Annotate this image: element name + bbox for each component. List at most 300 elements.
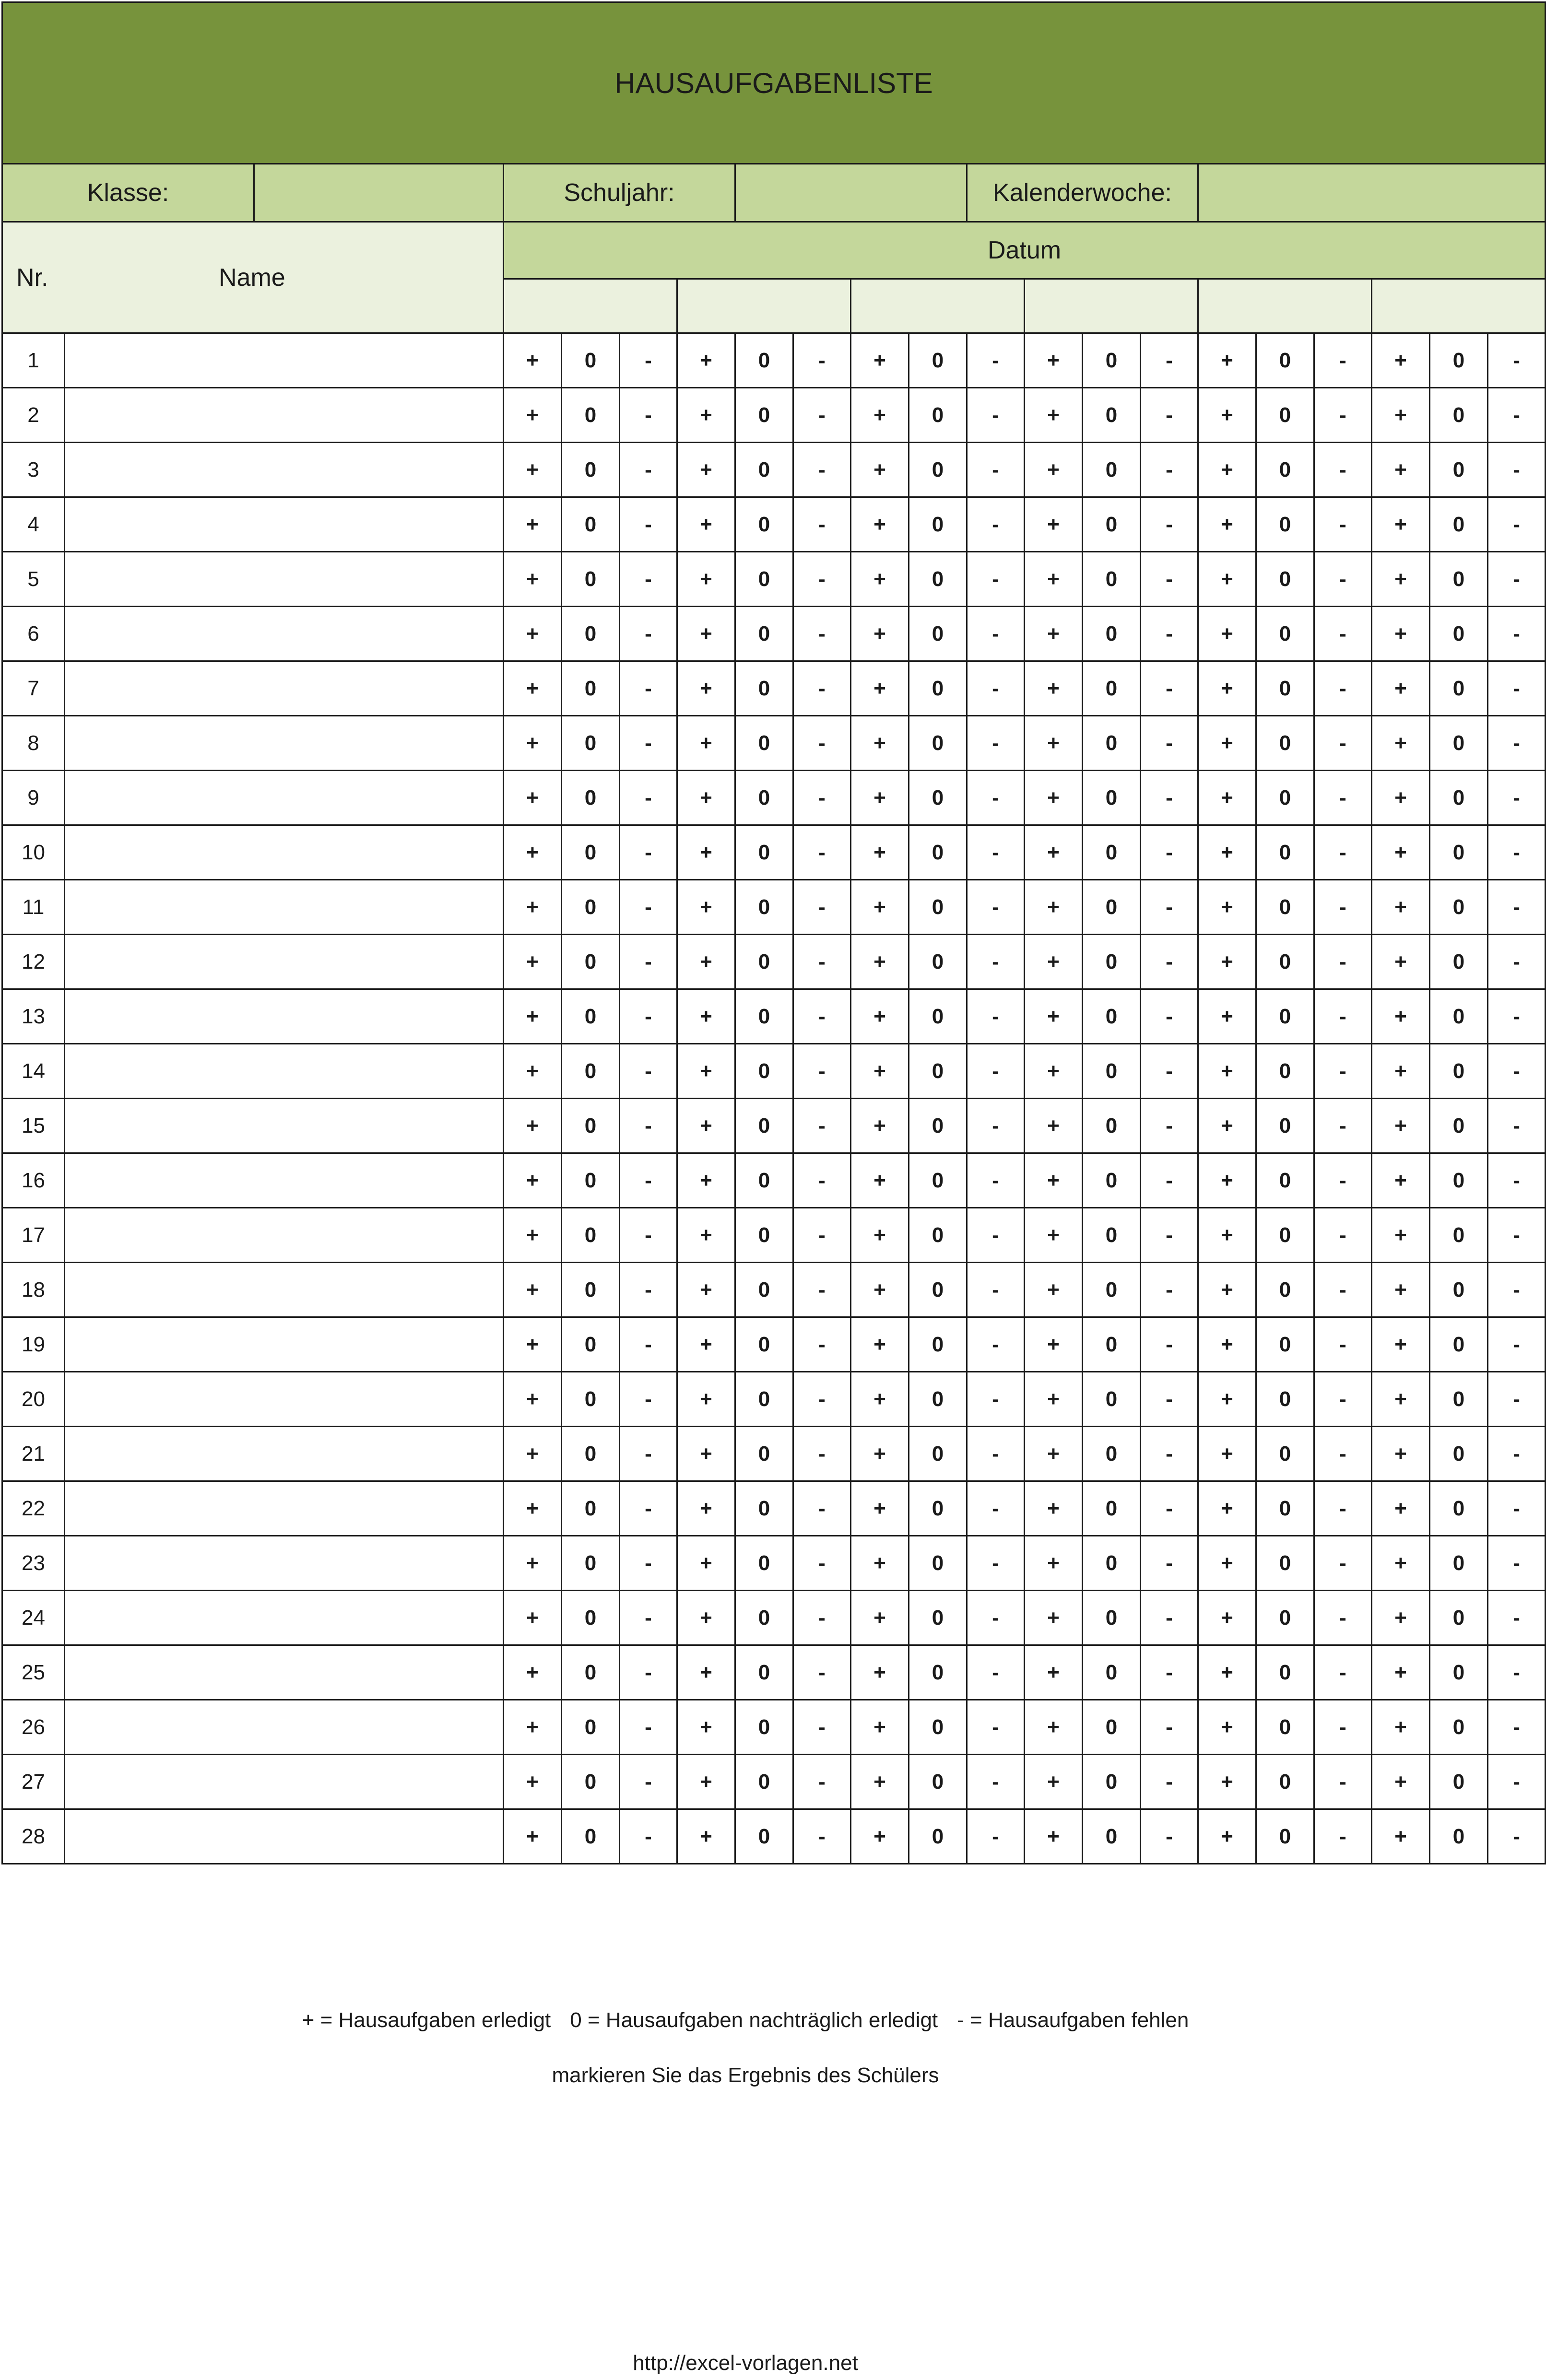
mark-option[interactable]: + (677, 989, 735, 1044)
student-name-field[interactable] (65, 1317, 504, 1372)
mark-option[interactable]: 0 (1256, 825, 1314, 880)
mark-option[interactable]: 0 (1083, 1372, 1141, 1427)
mark-option[interactable]: 0 (735, 497, 793, 552)
schuljahr-field[interactable] (735, 164, 967, 222)
mark-option[interactable]: 0 (909, 716, 967, 771)
mark-option[interactable]: + (504, 989, 562, 1044)
mark-option[interactable]: - (1314, 1372, 1372, 1427)
mark-option[interactable]: + (1198, 497, 1256, 552)
mark-option[interactable]: - (967, 1645, 1025, 1700)
mark-option[interactable]: 0 (735, 825, 793, 880)
mark-option[interactable]: - (967, 388, 1025, 443)
student-name-field[interactable] (65, 1481, 504, 1536)
mark-option[interactable]: + (1372, 388, 1430, 443)
mark-option[interactable]: 0 (1256, 333, 1314, 388)
mark-option[interactable]: - (1488, 880, 1546, 935)
mark-option[interactable]: 0 (735, 1153, 793, 1208)
mark-option[interactable]: - (793, 1427, 851, 1481)
mark-option[interactable]: - (1314, 1099, 1372, 1153)
mark-option[interactable]: + (1025, 1700, 1083, 1755)
student-name-field[interactable] (65, 443, 504, 497)
mark-option[interactable]: + (1198, 935, 1256, 989)
mark-option[interactable]: + (851, 1809, 909, 1864)
mark-option[interactable]: 0 (1083, 716, 1141, 771)
mark-option[interactable]: + (677, 388, 735, 443)
mark-option[interactable]: + (1025, 1099, 1083, 1153)
student-name-field[interactable] (65, 1755, 504, 1809)
mark-option[interactable]: 0 (1430, 1099, 1488, 1153)
mark-option[interactable]: - (1314, 716, 1372, 771)
mark-option[interactable]: - (1488, 1755, 1546, 1809)
mark-option[interactable]: 0 (1430, 880, 1488, 935)
mark-option[interactable]: + (1372, 1645, 1430, 1700)
mark-option[interactable]: + (1025, 552, 1083, 607)
mark-option[interactable]: + (1198, 825, 1256, 880)
mark-option[interactable]: - (967, 716, 1025, 771)
mark-option[interactable]: 0 (1256, 935, 1314, 989)
mark-option[interactable]: - (1314, 825, 1372, 880)
mark-option[interactable]: - (967, 1427, 1025, 1481)
mark-option[interactable]: 0 (562, 989, 620, 1044)
mark-option[interactable]: + (1198, 388, 1256, 443)
mark-option[interactable]: 0 (735, 388, 793, 443)
mark-option[interactable]: + (851, 497, 909, 552)
mark-option[interactable]: + (851, 1536, 909, 1591)
student-name-field[interactable] (65, 771, 504, 825)
mark-option[interactable]: 0 (909, 497, 967, 552)
mark-option[interactable]: + (677, 1153, 735, 1208)
mark-option[interactable]: 0 (1430, 333, 1488, 388)
mark-option[interactable]: - (1488, 1481, 1546, 1536)
mark-option[interactable]: - (793, 1591, 851, 1645)
mark-option[interactable]: - (1488, 443, 1546, 497)
student-name-field[interactable] (65, 661, 504, 716)
mark-option[interactable]: 0 (1256, 1645, 1314, 1700)
mark-option[interactable]: + (677, 1208, 735, 1263)
mark-option[interactable]: + (1198, 1591, 1256, 1645)
mark-option[interactable]: + (677, 497, 735, 552)
mark-option[interactable]: - (620, 1427, 677, 1481)
mark-option[interactable]: - (967, 1044, 1025, 1099)
mark-option[interactable]: - (620, 661, 677, 716)
mark-option[interactable]: 0 (1083, 825, 1141, 880)
mark-option[interactable]: 0 (909, 935, 967, 989)
mark-option[interactable]: + (504, 1645, 562, 1700)
student-name-field[interactable] (65, 1427, 504, 1481)
mark-option[interactable]: 0 (1430, 1591, 1488, 1645)
mark-option[interactable]: - (1314, 552, 1372, 607)
mark-option[interactable]: + (851, 1481, 909, 1536)
mark-option[interactable]: - (620, 1153, 677, 1208)
mark-option[interactable]: 0 (735, 880, 793, 935)
mark-option[interactable]: 0 (1430, 1372, 1488, 1427)
mark-option[interactable]: - (1488, 989, 1546, 1044)
mark-option[interactable]: 0 (735, 935, 793, 989)
mark-option[interactable]: + (677, 1372, 735, 1427)
mark-option[interactable]: + (1198, 1645, 1256, 1700)
mark-option[interactable]: 0 (1430, 1809, 1488, 1864)
mark-option[interactable]: 0 (1430, 989, 1488, 1044)
date-field[interactable] (504, 279, 677, 333)
mark-option[interactable]: + (1372, 1044, 1430, 1099)
mark-option[interactable]: - (620, 1809, 677, 1864)
mark-option[interactable]: + (1025, 333, 1083, 388)
mark-option[interactable]: 0 (1256, 661, 1314, 716)
mark-option[interactable]: 0 (562, 552, 620, 607)
mark-option[interactable]: + (1372, 989, 1430, 1044)
mark-option[interactable]: + (677, 880, 735, 935)
mark-option[interactable]: + (851, 1263, 909, 1317)
mark-option[interactable]: 0 (1256, 1317, 1314, 1372)
mark-option[interactable]: - (1141, 989, 1198, 1044)
mark-option[interactable]: + (851, 935, 909, 989)
mark-option[interactable]: - (1314, 1645, 1372, 1700)
mark-option[interactable]: - (1314, 1591, 1372, 1645)
mark-option[interactable]: 0 (735, 1645, 793, 1700)
mark-option[interactable]: 0 (909, 1427, 967, 1481)
mark-option[interactable]: - (793, 1099, 851, 1153)
mark-option[interactable]: 0 (909, 1481, 967, 1536)
mark-option[interactable]: - (1488, 661, 1546, 716)
mark-option[interactable]: + (677, 1044, 735, 1099)
mark-option[interactable]: - (1141, 880, 1198, 935)
mark-option[interactable]: + (1198, 989, 1256, 1044)
date-field[interactable] (1198, 279, 1372, 333)
student-name-field[interactable] (65, 1099, 504, 1153)
mark-option[interactable]: 0 (735, 552, 793, 607)
mark-option[interactable]: + (504, 825, 562, 880)
mark-option[interactable]: - (620, 1263, 677, 1317)
mark-option[interactable]: - (967, 1208, 1025, 1263)
mark-option[interactable]: + (1198, 1427, 1256, 1481)
mark-option[interactable]: - (620, 1645, 677, 1700)
mark-option[interactable]: - (1314, 935, 1372, 989)
mark-option[interactable]: + (1372, 880, 1430, 935)
mark-option[interactable]: - (793, 497, 851, 552)
mark-option[interactable]: 0 (562, 935, 620, 989)
mark-option[interactable]: 0 (909, 825, 967, 880)
mark-option[interactable]: 0 (1083, 1099, 1141, 1153)
mark-option[interactable]: - (793, 443, 851, 497)
student-name-field[interactable] (65, 333, 504, 388)
mark-option[interactable]: + (1025, 1481, 1083, 1536)
mark-option[interactable]: - (620, 1317, 677, 1372)
mark-option[interactable]: + (1198, 1317, 1256, 1372)
mark-option[interactable]: 0 (1083, 497, 1141, 552)
mark-option[interactable]: - (793, 1481, 851, 1536)
mark-option[interactable]: - (1314, 1044, 1372, 1099)
mark-option[interactable]: + (1198, 1263, 1256, 1317)
mark-option[interactable]: 0 (735, 333, 793, 388)
mark-option[interactable]: - (620, 388, 677, 443)
mark-option[interactable]: 0 (562, 1645, 620, 1700)
mark-option[interactable]: - (793, 989, 851, 1044)
student-name-field[interactable] (65, 825, 504, 880)
mark-option[interactable]: - (1314, 880, 1372, 935)
mark-option[interactable]: - (1314, 1481, 1372, 1536)
mark-option[interactable]: 0 (1083, 661, 1141, 716)
mark-option[interactable]: 0 (562, 388, 620, 443)
mark-option[interactable]: - (967, 552, 1025, 607)
mark-option[interactable]: + (1372, 1481, 1430, 1536)
mark-option[interactable]: 0 (1256, 1700, 1314, 1755)
mark-option[interactable]: - (1314, 989, 1372, 1044)
mark-option[interactable]: 0 (1256, 1372, 1314, 1427)
mark-option[interactable]: + (1025, 825, 1083, 880)
mark-option[interactable]: + (1198, 716, 1256, 771)
mark-option[interactable]: - (1488, 1645, 1546, 1700)
mark-option[interactable]: 0 (909, 1263, 967, 1317)
mark-option[interactable]: 0 (562, 1263, 620, 1317)
mark-option[interactable]: 0 (1083, 552, 1141, 607)
mark-option[interactable]: - (620, 552, 677, 607)
mark-option[interactable]: + (1372, 935, 1430, 989)
mark-option[interactable]: + (1372, 443, 1430, 497)
mark-option[interactable]: 0 (909, 989, 967, 1044)
mark-option[interactable]: 0 (1430, 825, 1488, 880)
mark-option[interactable]: - (793, 880, 851, 935)
mark-option[interactable]: 0 (1430, 1208, 1488, 1263)
mark-option[interactable]: - (1141, 1317, 1198, 1372)
mark-option[interactable]: 0 (1256, 989, 1314, 1044)
mark-option[interactable]: + (677, 552, 735, 607)
mark-option[interactable]: 0 (735, 1536, 793, 1591)
mark-option[interactable]: + (504, 1263, 562, 1317)
mark-option[interactable]: 0 (735, 1317, 793, 1372)
mark-option[interactable]: - (967, 935, 1025, 989)
mark-option[interactable]: - (793, 388, 851, 443)
mark-option[interactable]: + (851, 388, 909, 443)
mark-option[interactable]: - (1488, 1317, 1546, 1372)
mark-option[interactable]: 0 (1256, 1536, 1314, 1591)
mark-option[interactable]: 0 (1083, 935, 1141, 989)
mark-option[interactable]: - (1314, 1427, 1372, 1481)
mark-option[interactable]: - (1314, 388, 1372, 443)
mark-option[interactable]: 0 (1430, 607, 1488, 661)
mark-option[interactable]: - (793, 716, 851, 771)
mark-option[interactable]: 0 (1430, 1263, 1488, 1317)
mark-option[interactable]: 0 (562, 1208, 620, 1263)
mark-option[interactable]: + (851, 1645, 909, 1700)
student-name-field[interactable] (65, 1700, 504, 1755)
mark-option[interactable]: - (1488, 1809, 1546, 1864)
mark-option[interactable]: - (967, 1263, 1025, 1317)
mark-option[interactable]: + (1025, 1536, 1083, 1591)
mark-option[interactable]: + (1198, 880, 1256, 935)
mark-option[interactable]: + (851, 880, 909, 935)
mark-option[interactable]: - (793, 1645, 851, 1700)
mark-option[interactable]: 0 (1083, 607, 1141, 661)
mark-option[interactable]: 0 (735, 1755, 793, 1809)
mark-option[interactable]: + (504, 1153, 562, 1208)
student-name-field[interactable] (65, 1044, 504, 1099)
mark-option[interactable]: - (1141, 1536, 1198, 1591)
mark-option[interactable]: + (504, 1372, 562, 1427)
mark-option[interactable]: + (504, 1317, 562, 1372)
student-name-field[interactable] (65, 607, 504, 661)
mark-option[interactable]: - (1314, 607, 1372, 661)
mark-option[interactable]: 0 (1083, 1481, 1141, 1536)
mark-option[interactable]: 0 (562, 443, 620, 497)
mark-option[interactable]: + (1372, 1372, 1430, 1427)
date-field[interactable] (1025, 279, 1198, 333)
mark-option[interactable]: - (967, 1317, 1025, 1372)
mark-option[interactable]: + (677, 716, 735, 771)
mark-option[interactable]: - (1141, 607, 1198, 661)
mark-option[interactable]: + (851, 443, 909, 497)
student-name-field[interactable] (65, 716, 504, 771)
mark-option[interactable]: - (1141, 1427, 1198, 1481)
mark-option[interactable]: - (967, 333, 1025, 388)
mark-option[interactable]: - (1488, 333, 1546, 388)
mark-option[interactable]: 0 (562, 1700, 620, 1755)
mark-option[interactable]: 0 (1430, 1427, 1488, 1481)
mark-option[interactable]: 0 (909, 1591, 967, 1645)
mark-option[interactable]: + (1372, 1099, 1430, 1153)
mark-option[interactable]: 0 (909, 1809, 967, 1864)
mark-option[interactable]: + (1025, 661, 1083, 716)
mark-option[interactable]: + (504, 716, 562, 771)
mark-option[interactable]: - (1488, 1591, 1546, 1645)
mark-option[interactable]: + (504, 607, 562, 661)
mark-option[interactable]: 0 (1256, 880, 1314, 935)
mark-option[interactable]: + (1372, 1208, 1430, 1263)
mark-option[interactable]: - (620, 333, 677, 388)
mark-option[interactable]: - (1314, 661, 1372, 716)
mark-option[interactable]: 0 (909, 771, 967, 825)
mark-option[interactable]: - (620, 1481, 677, 1536)
mark-option[interactable]: 0 (735, 771, 793, 825)
mark-option[interactable]: 0 (1256, 716, 1314, 771)
mark-option[interactable]: + (504, 935, 562, 989)
mark-option[interactable]: - (967, 880, 1025, 935)
mark-option[interactable]: + (1025, 1591, 1083, 1645)
mark-option[interactable]: 0 (735, 1591, 793, 1645)
mark-option[interactable]: - (1141, 552, 1198, 607)
mark-option[interactable]: 0 (735, 1099, 793, 1153)
mark-option[interactable]: - (793, 1317, 851, 1372)
mark-option[interactable]: - (1488, 388, 1546, 443)
mark-option[interactable]: 0 (1083, 1427, 1141, 1481)
mark-option[interactable]: - (1141, 1263, 1198, 1317)
mark-option[interactable]: + (1025, 1427, 1083, 1481)
mark-option[interactable]: - (1141, 333, 1198, 388)
mark-option[interactable]: 0 (1256, 1755, 1314, 1809)
mark-option[interactable]: - (1141, 1481, 1198, 1536)
mark-option[interactable]: 0 (1430, 443, 1488, 497)
mark-option[interactable]: - (793, 333, 851, 388)
mark-option[interactable]: + (1198, 1481, 1256, 1536)
mark-option[interactable]: 0 (909, 552, 967, 607)
mark-option[interactable]: + (1025, 497, 1083, 552)
mark-option[interactable]: + (1372, 497, 1430, 552)
mark-option[interactable]: - (1141, 1044, 1198, 1099)
mark-option[interactable]: + (504, 552, 562, 607)
mark-option[interactable]: + (1025, 989, 1083, 1044)
mark-option[interactable]: + (677, 607, 735, 661)
mark-option[interactable]: - (1141, 935, 1198, 989)
mark-option[interactable]: 0 (562, 607, 620, 661)
mark-option[interactable]: + (504, 1809, 562, 1864)
mark-option[interactable]: - (1141, 1099, 1198, 1153)
mark-option[interactable]: + (851, 716, 909, 771)
mark-option[interactable]: 0 (1083, 1809, 1141, 1864)
mark-option[interactable]: 0 (562, 497, 620, 552)
mark-option[interactable]: - (1141, 1645, 1198, 1700)
mark-option[interactable]: - (967, 1153, 1025, 1208)
mark-option[interactable]: - (1314, 333, 1372, 388)
mark-option[interactable]: + (1198, 607, 1256, 661)
student-name-field[interactable] (65, 1536, 504, 1591)
mark-option[interactable]: + (851, 1317, 909, 1372)
student-name-field[interactable] (65, 1809, 504, 1864)
mark-option[interactable]: + (851, 989, 909, 1044)
mark-option[interactable]: + (1025, 1153, 1083, 1208)
mark-option[interactable]: + (1025, 1372, 1083, 1427)
mark-option[interactable]: - (1488, 607, 1546, 661)
mark-option[interactable]: - (620, 1099, 677, 1153)
mark-option[interactable]: - (1488, 1208, 1546, 1263)
mark-option[interactable]: + (677, 1809, 735, 1864)
mark-option[interactable]: + (1372, 1591, 1430, 1645)
mark-option[interactable]: + (677, 935, 735, 989)
mark-option[interactable]: - (1141, 1755, 1198, 1809)
mark-option[interactable]: - (967, 1755, 1025, 1809)
mark-option[interactable]: 0 (1083, 1208, 1141, 1263)
mark-option[interactable]: 0 (909, 388, 967, 443)
mark-option[interactable]: 0 (735, 989, 793, 1044)
mark-option[interactable]: + (1198, 1208, 1256, 1263)
mark-option[interactable]: - (967, 989, 1025, 1044)
mark-option[interactable]: + (1025, 1044, 1083, 1099)
mark-option[interactable]: 0 (1256, 388, 1314, 443)
student-name-field[interactable] (65, 880, 504, 935)
mark-option[interactable]: + (1025, 1755, 1083, 1809)
mark-option[interactable]: - (620, 1044, 677, 1099)
mark-option[interactable]: 0 (562, 661, 620, 716)
mark-option[interactable]: 0 (735, 1263, 793, 1317)
mark-option[interactable]: 0 (1083, 1536, 1141, 1591)
student-name-field[interactable] (65, 388, 504, 443)
mark-option[interactable]: + (1372, 607, 1430, 661)
mark-option[interactable]: 0 (909, 1099, 967, 1153)
mark-option[interactable]: 0 (1083, 1044, 1141, 1099)
mark-option[interactable]: - (1141, 1809, 1198, 1864)
mark-option[interactable]: - (1141, 443, 1198, 497)
mark-option[interactable]: + (1025, 443, 1083, 497)
mark-option[interactable]: 0 (1430, 388, 1488, 443)
mark-option[interactable]: - (620, 825, 677, 880)
student-name-field[interactable] (65, 1372, 504, 1427)
mark-option[interactable]: 0 (562, 1099, 620, 1153)
mark-option[interactable]: + (1372, 552, 1430, 607)
mark-option[interactable]: 0 (1256, 497, 1314, 552)
mark-option[interactable]: - (1314, 1755, 1372, 1809)
mark-option[interactable]: - (1488, 935, 1546, 989)
mark-option[interactable]: 0 (562, 1809, 620, 1864)
mark-option[interactable]: 0 (1083, 1755, 1141, 1809)
mark-option[interactable]: 0 (562, 1536, 620, 1591)
mark-option[interactable]: 0 (735, 1427, 793, 1481)
student-name-field[interactable] (65, 1263, 504, 1317)
mark-option[interactable]: - (793, 607, 851, 661)
mark-option[interactable]: 0 (909, 1700, 967, 1755)
mark-option[interactable]: + (1372, 1536, 1430, 1591)
mark-option[interactable]: + (1025, 1263, 1083, 1317)
mark-option[interactable]: + (504, 443, 562, 497)
mark-option[interactable]: - (967, 1591, 1025, 1645)
mark-option[interactable]: 0 (1430, 716, 1488, 771)
